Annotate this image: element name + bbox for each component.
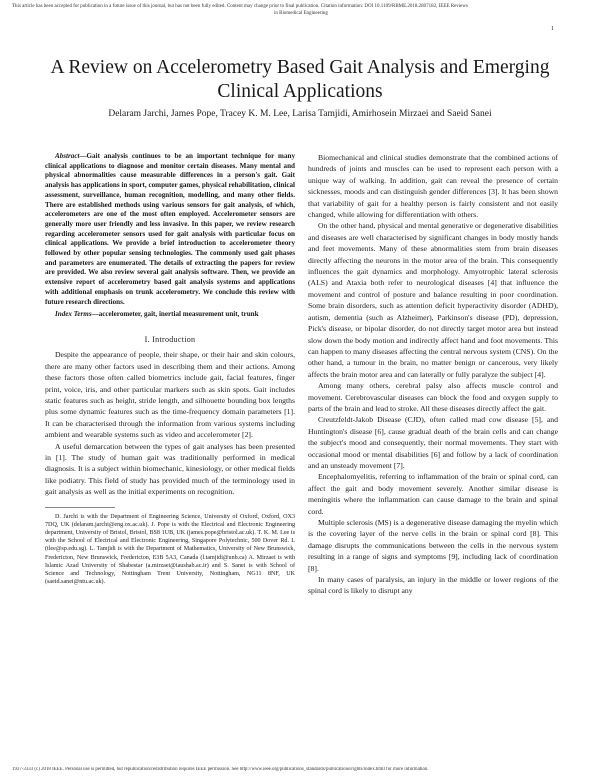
notice-line-2: in Biomedical Engineering (274, 11, 328, 16)
right-column (308, 152, 558, 597)
footnote-divider (45, 507, 115, 508)
section-heading-introduction: I. Introduction (144, 334, 196, 344)
abstract-text: Gait analysis continues to be an important technique for many clinical applications to diagnose and monitor certain diseases. Many mental and physical abnormalities cause measurable differences in a person's gait. Gait analysis has applications in sport, computer games, physical rehabilitation, clinical assessment, surveillance, human recognition, modelling, and many other fields. There are established methods using various sensors for gait analysis, of which, accelerometers are one of the most often employed. Accelerometer sensors are generally more user friendly and less invasive. In this paper, we review research regarding accelerometer sensors used for gait analysis with particular focus on clinical applications. We provide a brief introduction to accelerometer theory followed by other popular sensing technologies. The commonly used gait phases and parameters are enumerated. The details of extracting the papers for review are provided. We also review several gait analysis software. Then, we provide an extensive report of accelerometry based gait analysis systems and applications with additional emphasis on trunk accelerometry. We conclude this review with future research directions. (45, 152, 295, 306)
index-terms: Index Terms—accelerometer, gait, inertial measurement unit, trunk (55, 310, 259, 319)
copyright-footer: 1937-3333 (c) 2018 IEEE. Personal use is permitted, but republication/redistribution requires IEEE permission. See http://www.ieee.org/publications_standards/publications/rights/index.html for more information. (12, 767, 429, 772)
notice-line-1: This article has been accepted for publication in a future issue of this journal, but has not been fully edited. Content may change prior to final publication. Citation information: DOI 10.1109/RBME.2018.2807182, IEEE Reviews (12, 4, 468, 9)
page-number: 1 (551, 26, 554, 32)
abstract: Abstract—Gait analysis continues to be an important technique for many clinical applications to diagnose and monitor certain diseases. Many mental and physical abnormalities cause measurable differences in a person's gait. Gait analysis has applications in sport, computer games, physical rehabilitation, clinical assessment, surveillance, human recognition, modelling, and many other fields. There are established methods using various sensors for gait analysis, of which, accelerometers are one of the most often employed. Accelerometer sensors are generally more user friendly and less invasive. In this paper, we review research regarding accelerometer sensors used for gait analysis with particular focus on clinical applications. We provide a brief introduction to accelerometer theory followed by other popular sensing technologies. The commonly used gait phases and parameters are enumerated. The details of extracting the papers for review are provided. We also review several gait analysis software. Then, we provide an extensive report of accelerometry based gait analysis systems and applications with additional emphasis on trunk accelerometry. We conclude this review with future research directions. (45, 152, 295, 306)
index-terms-text: accelerometer, gait, inertial measurement unit, trunk (98, 310, 259, 319)
author-list: Delaram Jarchi, James Pope, Tracey K. M. Lee, Larisa Tamjidi, Amirhosein Mirzaei and Saeid Sanei (108, 109, 492, 119)
body-paragraph-5: Encephalomyelitis, referring to inflammation of the brain or spinal cord, can affect the gait and body movement severely. Another similar disease is meningitis where the inflammation can cause damage to the brain and spinal cord. (308, 472, 558, 516)
body-paragraph-2: On the other hand, physical and mental generative or degenerative disabilities and diseases are well characterised by significant changes in body mostly hands and feet movements. Many of these abnormalities stem from brain diseases directly affecting the neurons in the motor area of the brain. This consequently influences the gait dynamics and morphology. Amyotrophic lateral sclerosis (ALS) and Ataxia both refer to neurological diseases [4] that influence the movement and control of posture and balance resulting in poor coordination. Some brain disorders, such as attention deficit hyperactivity disorder (ADHD), autism, dementia (such as Alzheimer), Parkinson's disease (PD), depression, Pick's disease, or bipolar disorder, do not directly target motor area but instead slow down the body motion and indirectly affect hand and foot movements. This can happen to many diseases affecting the central nervous system (CNS). On the other hand, a tumour in the brain, no matter benign or cancerous, very likely affects the brain motor area and can laterally or fully paralyze the subject [4]. (308, 221, 558, 379)
body-paragraph-4: Creutzfeldt-Jakob Disease (CJD), often called mad cow disease [5], and Huntington's disease [6], cause gradual death of the brain cells and can change the subject's mood and consequently, their normal movements. They start with occasional mood or mental disabilities [6] and follow by a lack of coordination and an unsteady movement [7]. (308, 415, 558, 470)
index-terms-label: Index Terms (55, 310, 92, 319)
body-paragraph-3: Among many others, cerebral palsy also affects muscle control and movement. Cerebrovascular diseases can block the food and oxygen supply to parts of the brain and lead to stroke. All these diseases directly affect the gait. (308, 381, 558, 413)
body-paragraph-7: In many cases of paralysis, an injury in the middle or lower regions of the spinal cord is likely to disrupt any (308, 575, 558, 596)
author-affiliations-footnote: D. Jarchi is with the Department of Engineering Science, University of Oxford, Oxford, OX3 7DQ, UK (delaram.jarchi@eng.ox.ac.uk). J. Pope is with the Electrical and Electronic Engineering department, University of Bristol, Bristol, BS8 1UB, UK (james.pope@bristol.ac.uk). T. K. M. Lee is with the School of Electrical and Electronic Engineering, Singapore Polytechnic, 500 Dover Rd. L (tlee@sp.edu.sg). L. Tamjidi is with the Department of Mathematics, University of New Brunswick, Fredericton, New Brunswick, Fredericton, E3B 5A3, Canada (l.tamjidi@unb.ca) A. Mirzaei is with Islamic Azad University of Shabestar (a.mirzaei@iaushab.ac.ir) and S. Sanei is with School of Science and Technology, Nottingham Trent University, Nottingham, NG11 8NF, UK (saeid.sanei@ntu.ac.uk). (45, 513, 295, 586)
abstract-label: Abstract (55, 152, 80, 160)
intro-paragraph-2: A useful demarcation between the types of gait analyses has been presented in [1]. The study of human gait was traditionally performed in medical diagnosis. It is a subject within biomechanic, kinesiology, or other medical fields like podiatry. This field of study has provided much of the terminology used in gait analysis as well as the initial experiments on recognition. (45, 441, 295, 497)
intro-paragraph-1: Despite the appearance of people, their shape, or their hair and skin colours, there are many other factors used in describing them and their actions. Among these factors those often called biometrics include gait, facial features, finger print, voice, iris, and other particular markers such as skin spots. Gait includes static features such as height, stride length, and silhouette bounding box lengths plus some dynamic features such as the time-frequency domain parameters [1]. It can be characterised through the information from various systems including ambient and wearable systems such as video and accelerometer [2]. (45, 350, 295, 440)
publication-notice (12, 3, 584, 17)
paper-title: A Review on Accelerometry Based Gait Analysis and Emerging Clinical Applications (50, 57, 550, 102)
body-paragraph-1: Biomechanical and clinical studies demonstrate that the combined actions of hundreds of joints and muscles can be used to represent each person with a unique way of walking. In addition, gait can reveal the presence of certain sicknesses, moods and can distinguish gender differences [3]. It has been shown that variability of gait for a healthy person is fairly consistent and not easily changed, while allowing for differentiation with others. (308, 153, 558, 220)
left-column (45, 152, 295, 586)
body-paragraph-6: Multiple sclerosis (MS) is a degenerative disease damaging the myelin which is the covering layer of the nerve cells in the brain or spinal cord [8]. This damage disrupts the communications between the cells in the nervous system resulting in a range of signs and symptoms [9], including lack of coordination [8]. (308, 518, 558, 573)
